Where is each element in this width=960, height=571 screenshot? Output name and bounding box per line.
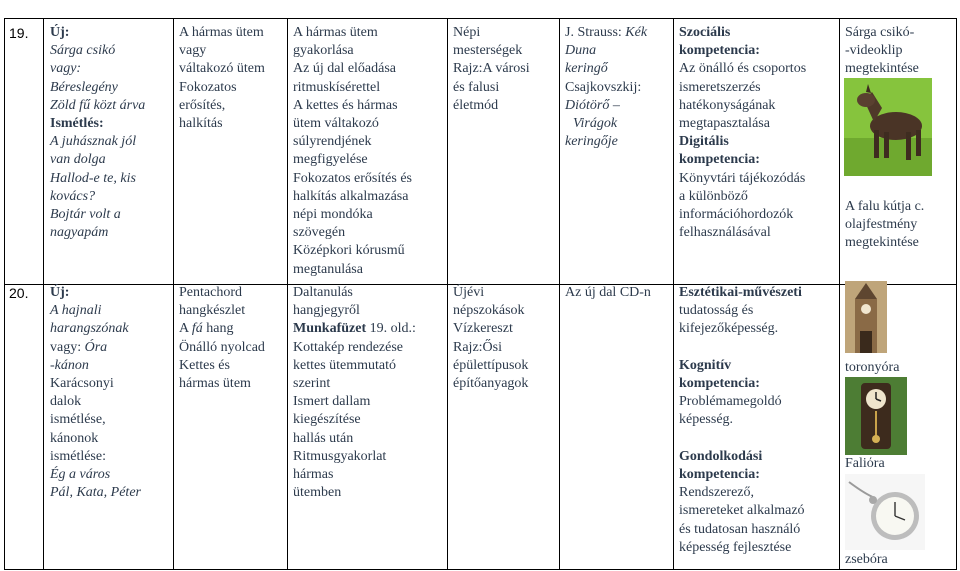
col-line	[839, 18, 840, 570]
col-line	[4, 18, 5, 570]
col-line	[173, 18, 174, 570]
activity-line: megfigyelése	[293, 152, 368, 168]
competence-line: kompetencia:	[679, 467, 760, 482]
skills-text: hang	[202, 321, 234, 337]
competence-line: képesség.	[679, 412, 734, 428]
topic-text: vagy:	[50, 339, 85, 355]
skills-cell	[179, 284, 265, 393]
skills-line: A hármas ütem	[179, 25, 264, 40]
competence-line: Problémamegoldó	[679, 394, 782, 410]
media-cell	[845, 24, 919, 79]
skills-cell	[179, 24, 265, 133]
topic-line: vagy:	[50, 61, 82, 77]
connection-line: Rajz:Ősi	[453, 339, 502, 355]
skills-text: A	[179, 321, 192, 337]
skills-line: hangkészlet	[179, 303, 246, 319]
topic-line: ismétlése:	[50, 448, 106, 464]
activity-line: Fokozatos erősítés és	[293, 170, 412, 186]
competence-line: Szociális	[679, 25, 731, 40]
topic-line	[50, 339, 141, 357]
topic-line: van dolga	[50, 152, 106, 168]
activity-line: Ismert dallam	[293, 394, 371, 410]
tower-clock-image	[845, 281, 887, 353]
topic-cell	[50, 284, 141, 502]
col-line	[287, 18, 288, 570]
spacer	[679, 339, 805, 357]
connection-line: mesterségek	[453, 43, 523, 59]
competence-line: kompetencia:	[679, 152, 760, 168]
competence-line: Könyvtári tájékozódás	[679, 170, 806, 186]
competence-line: felhasználásával	[679, 225, 771, 241]
topic-line: Pál, Kata, Péter	[50, 485, 141, 501]
topic-cell	[50, 24, 145, 242]
connection-line: népszokások	[453, 303, 525, 319]
spacer	[679, 430, 805, 448]
connection-line: Népi	[453, 25, 481, 40]
topic-line: A juhásznak jól	[50, 134, 137, 150]
connection-line: Vízkereszt	[453, 321, 513, 337]
topic-line: Hallod-e te, kis	[50, 170, 136, 186]
activity-line: hallás után	[293, 430, 354, 446]
listening-line: keringője	[565, 134, 618, 150]
competence-line: Rendszerező,	[679, 485, 755, 501]
skills-line: Fokozatos	[179, 79, 237, 95]
activity-line: népi mondóka	[293, 207, 373, 223]
foal-image	[844, 78, 932, 176]
activity-line: ütem váltakozó	[293, 116, 379, 132]
connection-line: életmód	[453, 97, 499, 113]
media-line: megtekintése	[845, 235, 919, 251]
activity-line	[293, 320, 416, 338]
topic-line: Ismétlés:	[50, 116, 104, 132]
listening-line: Az új dal CD-n	[565, 285, 651, 300]
activity-line: megtanulása	[293, 261, 363, 277]
skills-line: vagy	[179, 43, 207, 59]
activity-line: ütemben	[293, 485, 342, 501]
topic-line: Új:	[50, 25, 70, 40]
col-line	[43, 18, 44, 570]
topic-line: -kánon	[50, 357, 89, 373]
topic-text	[50, 340, 107, 355]
competence-line: Az önálló és csoportos	[679, 61, 807, 77]
connection-line: épülettípusok	[453, 357, 529, 373]
activity-line: Ritmusgyakorlat	[293, 448, 387, 464]
activity-line: szövegén	[293, 225, 346, 241]
topic-line: nagyapám	[50, 225, 109, 241]
listening-cell	[565, 284, 651, 302]
activity-line: halkítás alkalmazása	[293, 188, 409, 204]
competences-cell	[679, 24, 806, 242]
activity-line: Kottakép rendezése	[293, 339, 403, 355]
listening-line	[565, 24, 647, 42]
table-border-top	[4, 18, 957, 19]
skills-line: váltakozó ütem	[179, 61, 265, 77]
activity-line: gyakorlása	[293, 43, 354, 59]
connection-line: Rajz:A városi	[453, 61, 530, 77]
competence-line: ismeretszerzés	[679, 79, 761, 95]
listening-line: Diótörő –	[565, 97, 620, 113]
media-line: Sárga csikó-	[845, 25, 915, 40]
activities-cell	[293, 24, 412, 279]
topic-line: kánonok	[50, 430, 99, 446]
listening-text: J. Strauss:	[565, 25, 626, 40]
topic-line: Karácsonyi	[50, 376, 114, 392]
media-caption: zsebóra	[845, 552, 888, 567]
activity-line: hangjegyről	[293, 303, 360, 319]
lesson-plan-table	[4, 18, 957, 570]
table-border-bottom	[4, 569, 957, 570]
activity-line: ritmuskísérettel	[293, 79, 381, 95]
skills-line: hármas ütem	[179, 376, 251, 392]
activity-line: súlyrendjének	[293, 134, 372, 150]
media-line: A falu kútja c.	[845, 199, 925, 214]
skills-line: erősítés,	[179, 97, 226, 113]
connections-cell	[453, 24, 530, 115]
listening-line: keringő	[565, 61, 608, 77]
competence-line: Gondolkodási	[679, 448, 763, 464]
topic-line: Bojtár volt a	[50, 207, 121, 223]
wall-clock-image	[845, 377, 907, 455]
col-line	[559, 18, 560, 570]
competence-line: kompetencia:	[679, 43, 760, 59]
activity-line: Az új dal előadása	[293, 61, 397, 77]
competence-line: hatékonyságának	[679, 97, 776, 113]
skills-line: halkítás	[179, 116, 223, 132]
col-line	[447, 18, 448, 570]
media-line: -videoklip	[845, 43, 903, 59]
connections-cell	[453, 284, 528, 393]
listening-cell	[565, 24, 647, 151]
competence-line: információhordozók	[679, 207, 794, 223]
listening-line: Csajkovszkij:	[565, 79, 642, 95]
skills-italic: fá	[191, 321, 203, 337]
row-number: 20.	[9, 285, 29, 301]
topic-line: Zöld fű közt árva	[50, 97, 146, 113]
topic-line: kovács?	[50, 188, 96, 204]
media-line: olajfestmény	[845, 217, 918, 233]
activity-bold: Munkafüzet	[293, 321, 367, 337]
skills-line: Kettes és	[179, 357, 230, 373]
activity-line: kiegészítése	[293, 412, 361, 428]
media-line: megtekintése	[845, 61, 919, 77]
competence-line: Esztétikai-művészeti	[679, 285, 802, 300]
activity-line: kettes ütemmutató	[293, 357, 397, 373]
topic-line: Béreslegény	[50, 79, 118, 95]
activity-line: Középkori kórusmű	[293, 243, 405, 259]
activity-text: 19. old.:	[366, 321, 416, 337]
activity-line: hármas	[293, 467, 334, 483]
skills-line: Pentachord	[179, 285, 242, 300]
media-cell	[845, 198, 924, 253]
activity-line: A kettes és hármas	[293, 97, 398, 113]
topic-line: Új:	[50, 285, 70, 300]
listening-italic: Kék	[625, 25, 648, 40]
col-line	[956, 18, 957, 570]
competence-line: kompetencia:	[679, 376, 760, 391]
listening-line: Duna	[565, 43, 597, 59]
connection-line: Újévi	[453, 285, 485, 300]
media-caption: Faliόra	[845, 456, 885, 471]
media-caption: toronyóra	[845, 360, 900, 375]
topic-line: Ég a város	[50, 467, 111, 483]
competence-line: megtapasztalása	[679, 116, 770, 132]
competence-line: ismereteket alkalmazó	[679, 503, 805, 519]
competence-line: a különböző	[679, 188, 748, 204]
pocket-watch-image	[845, 474, 925, 550]
activity-line: Daltanulás	[293, 285, 353, 300]
activity-line: szerint	[293, 376, 331, 392]
competence-line: képesség fejlesztése	[679, 539, 792, 555]
competence-line: tudatosság és	[679, 303, 754, 319]
col-line	[673, 18, 674, 570]
topic-line: ismétlése,	[50, 412, 106, 428]
activities-cell	[293, 284, 416, 502]
topic-line: A hajnali	[50, 303, 102, 319]
competence-line: Kognitív	[679, 357, 732, 373]
row-number: 19.	[9, 25, 29, 41]
competence-line: és tudatosan használó	[679, 521, 801, 537]
topic-line: harangszónak	[50, 321, 129, 337]
listening-line: Virágok	[573, 116, 618, 132]
competence-line: Digitális	[679, 134, 729, 150]
topic-italic: Óra	[84, 339, 108, 355]
topic-line: dalok	[50, 394, 82, 410]
connection-line: építőanyagok	[453, 376, 529, 392]
skills-line: Önálló nyolcad	[179, 339, 265, 355]
activity-line: A hármas ütem	[293, 25, 378, 40]
topic-line: Sárga csikó	[50, 43, 116, 59]
competence-line: kifejezőképesség.	[679, 321, 779, 337]
skills-line	[179, 320, 265, 338]
competences-cell	[679, 284, 805, 557]
connection-line: és falusi	[453, 79, 500, 95]
